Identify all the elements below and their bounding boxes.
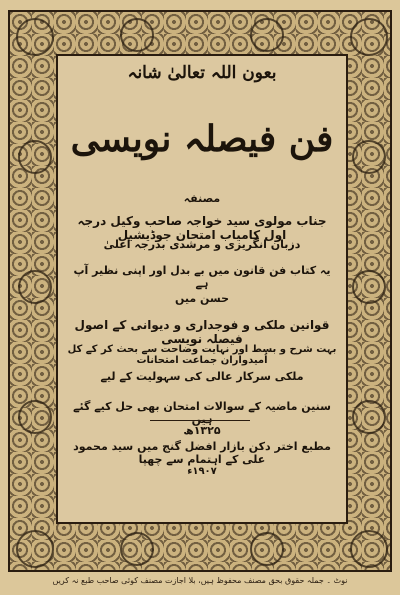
border-ornament xyxy=(18,140,52,174)
footer-note: نوٹ ۔ جملہ حقوق بحق مصنف محفوظ ہیں، بلا اجازت مصنف کوئی صاحب طبع نہ کریں xyxy=(52,576,348,585)
press-imprint: مطبع اختر دکن بازار افضل گنج میں سید محمود علی کے اہتمام سے چھپا xyxy=(73,440,331,466)
border-ornament xyxy=(352,400,386,434)
contents-line: سنین ماضیہ کے سوالات امتحان بھی حل کیے گئے ہیں xyxy=(73,400,331,426)
border-ornament xyxy=(250,532,284,566)
blessing-line: بعون اللہ تعالیٰ شانہ xyxy=(127,63,277,83)
border-ornament xyxy=(350,530,388,568)
divider xyxy=(150,420,250,421)
border-ornament xyxy=(250,18,284,52)
contents-line: بہت شرح و بسط اور نہایت وضاحت سے بحث کر کے کل اُمیدواران جماعت امتحانات xyxy=(67,344,337,366)
border-ornament xyxy=(16,530,54,568)
gregorian-year: ۱۹۰۷ء xyxy=(187,466,217,477)
author-label: مصنفہ xyxy=(183,192,221,205)
book-description: یہ کتاب فن قانون میں بے بدل اور اپنی نظیر آپ ہے xyxy=(73,264,331,290)
border-ornament xyxy=(18,270,52,304)
border-ornament xyxy=(120,532,154,566)
book-title: فن فیصلہ نویسی xyxy=(70,118,334,160)
border-ornament xyxy=(120,18,154,52)
border-ornament xyxy=(352,140,386,174)
hijri-year: ۱۳۲۵ھ xyxy=(183,424,221,437)
border-ornament xyxy=(350,18,388,56)
border-ornament xyxy=(352,270,386,304)
border-ornament xyxy=(18,400,52,434)
contents-line: قوانین ملکی و فوجداری و دیوانی کے اصول فیصلہ نویسی xyxy=(74,318,330,346)
contents-label: حسن میں xyxy=(174,292,230,305)
author-name: جناب مولوی سید خواجہ صاحب وکیل درجہ اول کامیاب امتحان جوڈیشیل xyxy=(77,214,327,242)
contents-line: ملکی سرکار عالی کی سہولیت کے لیے xyxy=(100,370,304,383)
author-credentials: دزبان انگریزی و مرشدی بدرجہ اعلیٰ xyxy=(103,238,301,251)
border-ornament xyxy=(16,18,54,56)
